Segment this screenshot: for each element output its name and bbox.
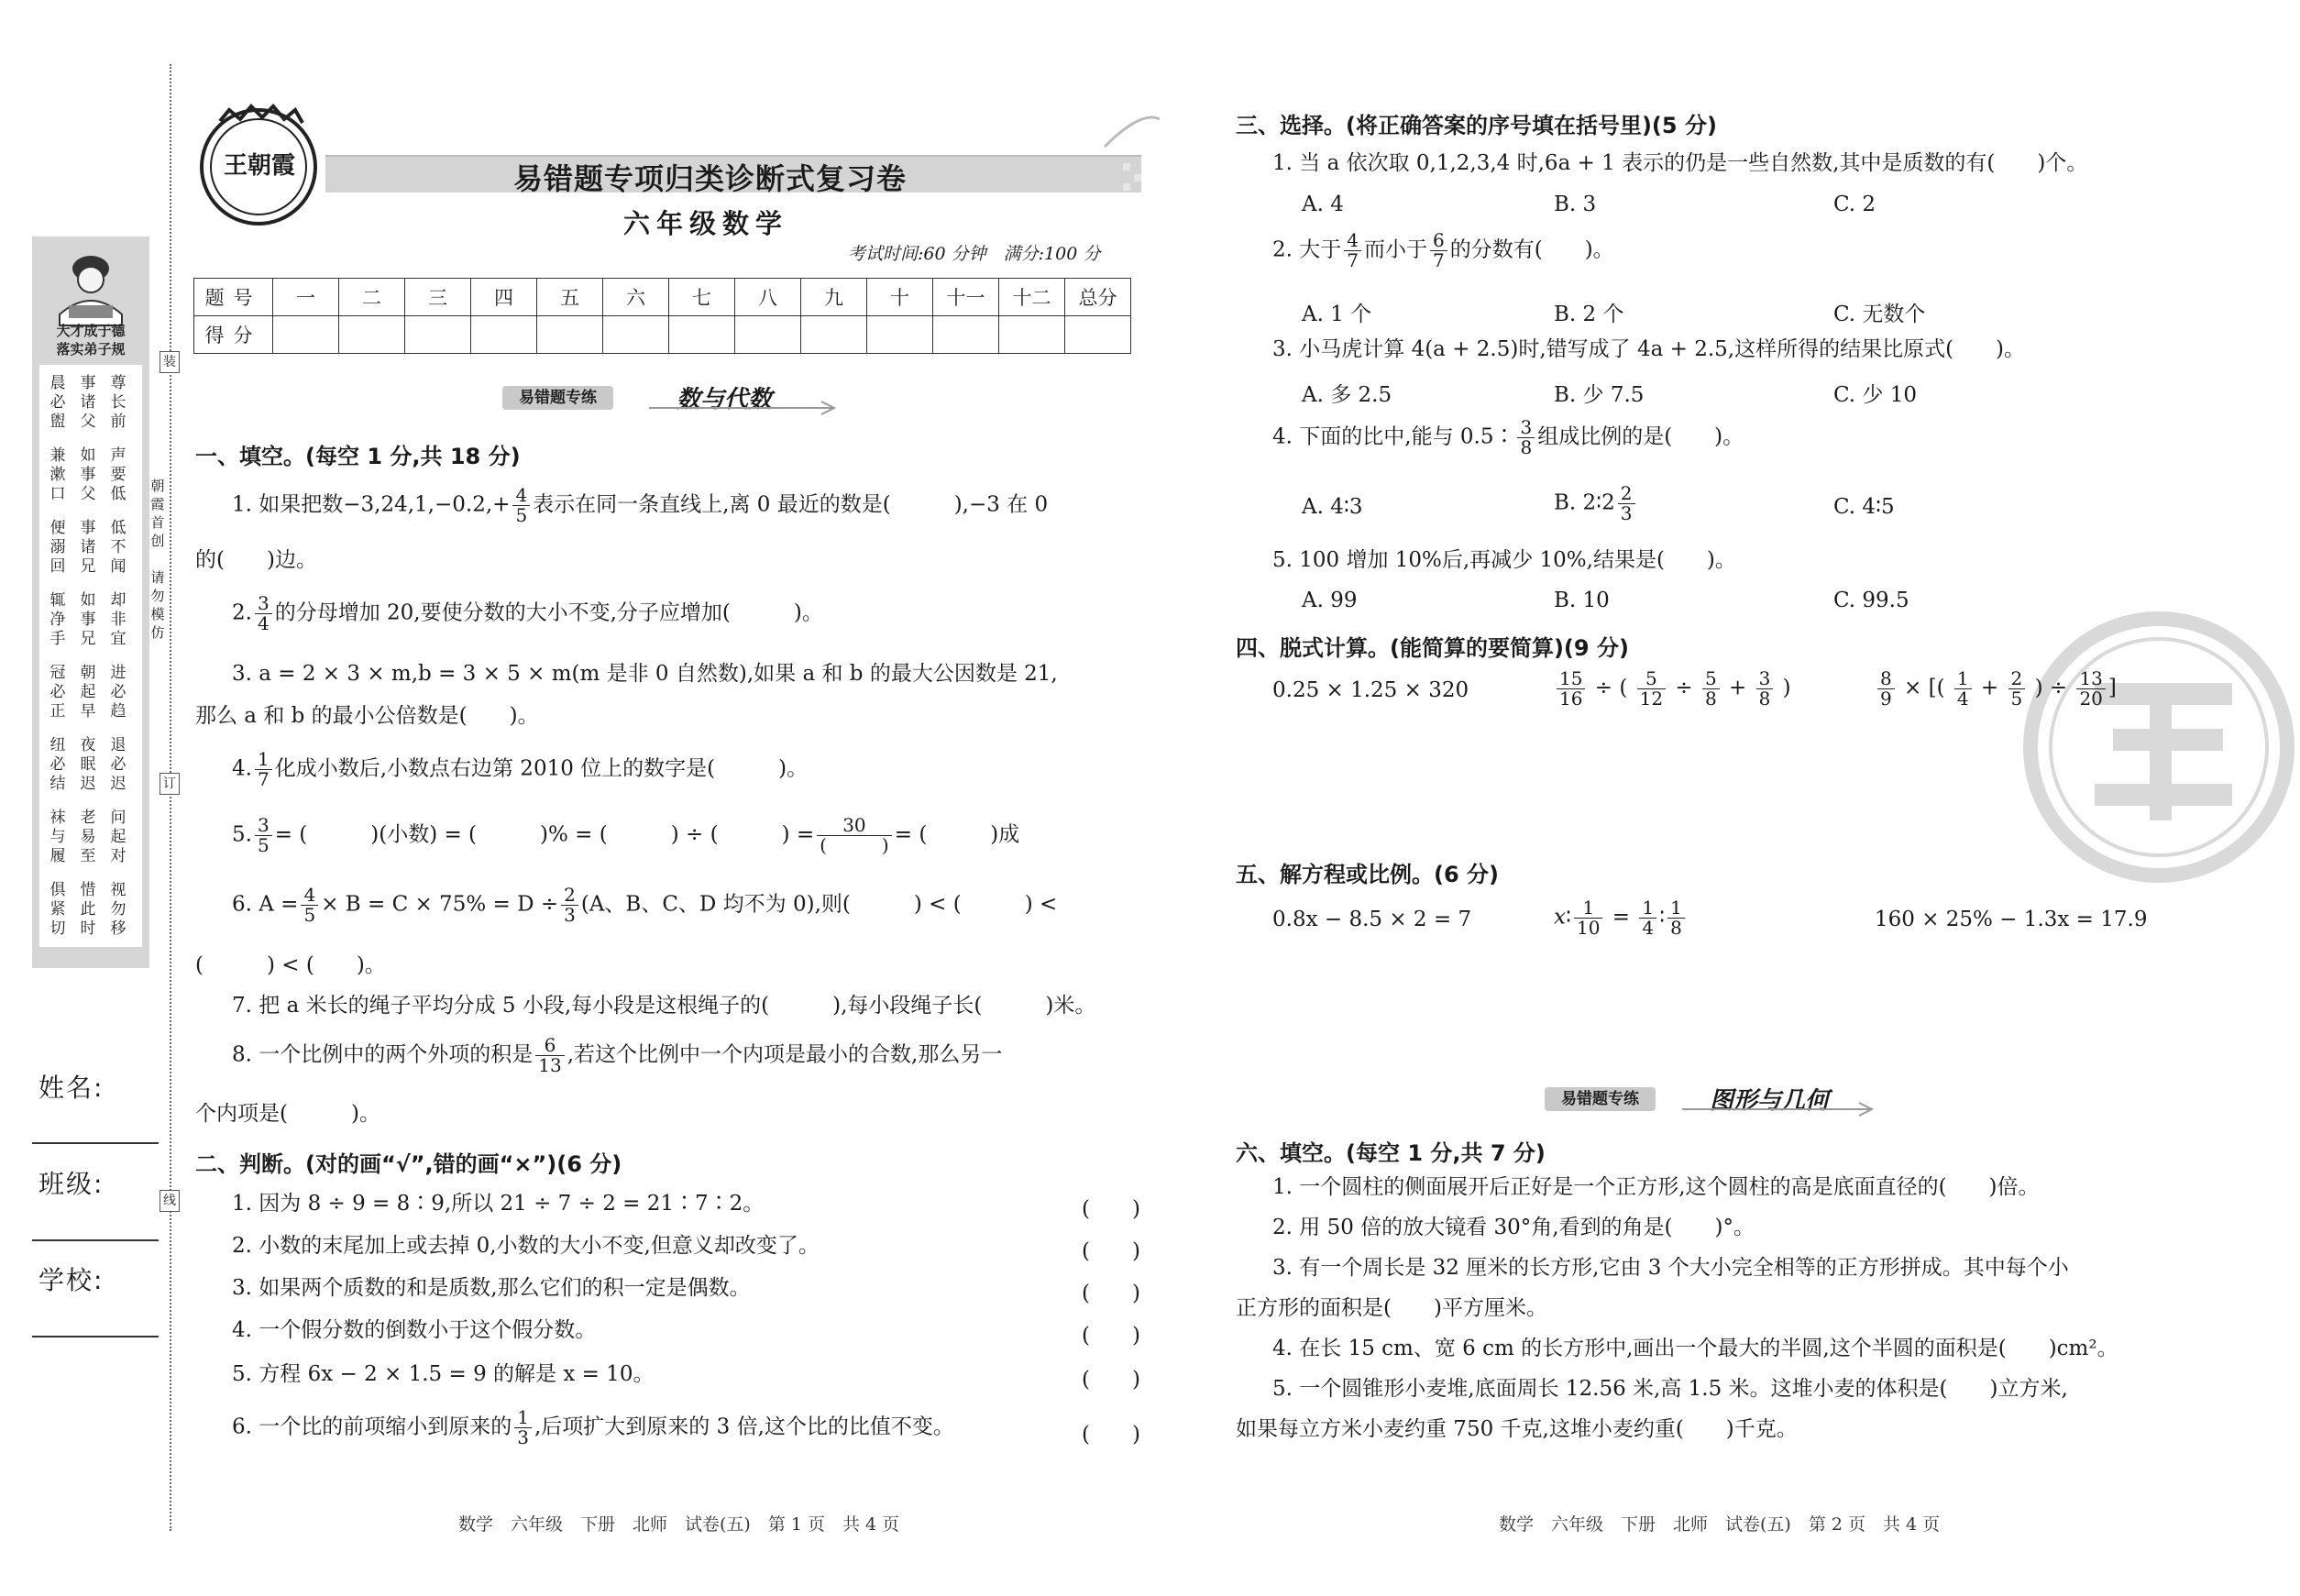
poem-column: 视勿移 (110, 881, 127, 938)
score-cell[interactable] (1065, 316, 1131, 354)
score-row-label: 题号 (194, 279, 273, 316)
question-2: 2. $\frac{3}{4}$ 的分母增加 20,要使分数的大小不变,分子应增加( )。 (232, 592, 823, 634)
geometry-5-cont: 如果每立方米小麦约重 750 千克,这堆小麦约重( )千克。 (1236, 1417, 1798, 1441)
choice-2-option-b[interactable]: B. 2 个 (1554, 303, 1624, 326)
score-cell[interactable] (735, 316, 801, 354)
fraction: $\frac{6}{13}$ (535, 1036, 564, 1075)
calc-1: 0.25 × 1.25 × 320 (1272, 678, 1469, 702)
score-col: 总分 (1065, 279, 1131, 316)
choice-3-option-c[interactable]: C. 少 10 (1833, 383, 1917, 407)
section-3-title: 三、选择。(将正确答案的序号填在括号里)(5 分) (1236, 113, 1717, 138)
fraction: $\frac{3}{8}$ (1517, 418, 1535, 457)
margin-note-1: 朝霞首创 (150, 478, 165, 549)
sidebar-caption-1: 大才成于德 (56, 323, 126, 339)
choice-1-option-b[interactable]: B. 3 (1554, 193, 1597, 216)
fraction: $\frac{1}{7}$ (255, 750, 272, 789)
fraction: $\frac{3}{5}$ (255, 816, 272, 855)
footer-right: 数学 六年级 下册 北师 试卷(五) 第 2 页 共 4 页 (1499, 1514, 1941, 1535)
q1-text-a: 1. 如果把数−3,24,1,−0.2,+ (232, 492, 511, 517)
score-col: 四 (471, 279, 537, 316)
choice-5-option-b[interactable]: B. 10 (1554, 589, 1610, 612)
choice-1-option-c[interactable]: C. 2 (1833, 193, 1876, 216)
scholar-figure (32, 241, 149, 333)
poem-column: 却非宜 (110, 591, 127, 648)
school-label: 学校: (39, 1265, 105, 1295)
tag-pill: 易错题专练 (1545, 1087, 1656, 1111)
poem-column: 声要低 (110, 446, 127, 503)
poem-column: 袜与履 (50, 809, 66, 865)
score-cell[interactable] (405, 316, 471, 354)
question-4: 4. $\frac{1}{7}$ 化成小数后,小数点右边第 2010 位上的数字是( )。 (232, 748, 809, 790)
geometry-5: 5. 一个圆锥形小麦堆,底面周长 12.56 米,高 1.5 米。这堆小麦的体积是( )立方米, (1272, 1377, 2068, 1401)
fraction: $\frac{6}{7}$ (1430, 231, 1447, 270)
seal-mark-zhuang: 装 (160, 351, 180, 373)
judge-2: 2. 小数的末尾加上或去掉 0,小数的大小不变,但意义却改变了。 (232, 1234, 820, 1258)
equation-2: x∶ $\frac{1}{10}$ = $\frac{1}{4}$ ∶ $\frac{1}{8}$ (1554, 898, 1688, 938)
poem-column: 如事兄 (80, 591, 96, 648)
calc-2: $\frac{15}{16}$ ÷ ( $\frac{5}{12}$ ÷ $\frac{5}{8}$ + $\frac{3}{8}$ ) (1554, 669, 1791, 709)
judge-6: 6. 一个比的前项缩小到原来的 $\frac{1}{3}$ ,后项扩大到原来的 3 倍,这个比的比值不变。 (232, 1406, 954, 1448)
fraction: $\frac{4}{7}$ (1344, 231, 1361, 270)
fraction: $\frac{3}{4}$ (255, 594, 272, 633)
choice-4-option-a[interactable]: A. 4∶3 (1302, 495, 1363, 519)
poem-column: 朝起早 (80, 664, 96, 721)
score-table (193, 278, 1131, 354)
judge-1: 1. 因为 8 ÷ 9 = 8∶9,所以 21 ÷ 7 ÷ 2 = 21∶7∶2。 (232, 1192, 765, 1216)
question-6-cont: ( ) < ( )。 (195, 953, 386, 977)
poem-column: 俱紧切 (50, 881, 66, 938)
score-cell[interactable] (273, 316, 339, 354)
sidebar-caption-2: 落实弟子规 (56, 341, 126, 358)
poem-column: 低不闻 (110, 519, 127, 576)
choice-5-option-a[interactable]: A. 99 (1302, 589, 1358, 612)
score-col: 五 (537, 279, 603, 316)
choice-5-option-c[interactable]: C. 99.5 (1833, 589, 1909, 612)
binding-line (170, 64, 171, 1531)
geometry-3-cont: 正方形的面积是( )平方厘米。 (1236, 1296, 1547, 1320)
score-cell[interactable] (537, 316, 603, 354)
judge-3: 3. 如果两个质数的和是质数,那么它们的积一定是偶数。 (232, 1276, 751, 1300)
name-label: 姓名: (39, 1073, 105, 1103)
score-cell[interactable] (339, 316, 405, 354)
sidebar-strip (32, 237, 149, 968)
question-3-cont: 那么 a 和 b 的最小公倍数是( )。 (195, 704, 539, 728)
poem-column: 夜眠迟 (80, 736, 96, 793)
poem-column: 兼漱口 (50, 446, 66, 503)
section-5-title: 五、解方程或比例。(6 分) (1236, 862, 1499, 887)
poem-column: 惜此时 (80, 881, 96, 938)
geometry-4: 4. 在长 15 cm、宽 6 cm 的长方形中,画出一个最大的半圆,这个半圆的面积是( )cm²。 (1272, 1337, 2118, 1360)
choice-4-option-b[interactable]: B. 2∶2 $\frac{2}{3}$ (1554, 484, 1638, 523)
fraction: $\frac{1}{3}$ (514, 1408, 532, 1447)
section-2-title: 二、判断。(对的画“√”,错的画“×”)(6 分) (195, 1151, 622, 1177)
geometry-2: 2. 用 50 倍的放大镜看 30°角,看到的角是( )°。 (1272, 1216, 1755, 1239)
equation-1: 0.8x − 8.5 × 2 = 7 (1272, 908, 1472, 931)
geometry-3: 3. 有一个周长是 32 厘米的长方形,它由 3 个大小完全相等的正方形拼成。其中每个小 (1272, 1256, 2069, 1280)
question-3: 3. a = 2 × 3 × m,b = 3 × 5 × m(m 是非 0 自然数),如果 a 和 b 的最大公因数是 21, (232, 662, 1058, 686)
name-line (32, 1142, 159, 1144)
calc-3: $\frac{8}{9}$ × [( $\frac{1}{4}$ + $\frac{2}{5}$ ) ÷ $\frac{13}{20}$ ] (1875, 669, 2117, 709)
margin-note-2: 请勿模仿 (150, 569, 165, 641)
section-4-title: 四、脱式计算。(能简算的要简算)(9 分) (1236, 635, 1629, 661)
arrow-icon (1682, 1100, 1884, 1118)
question-6: 6. A = $\frac{4}{5}$ × B = C × 75% = D ÷ $\frac{2}{3}$ (A、B、C、D 均不为 0),则( ) < ( ) < (232, 884, 1058, 926)
score-cell[interactable] (669, 316, 735, 354)
score-col: 七 (669, 279, 735, 316)
poem-column: 晨必盥 (50, 374, 66, 431)
score-cell[interactable] (933, 316, 999, 354)
poem-column: 进必趋 (110, 664, 127, 721)
score-col: 六 (603, 279, 669, 316)
fraction: $\frac{4}{5}$ (301, 886, 318, 925)
score-cell[interactable] (867, 316, 933, 354)
school-line (32, 1336, 159, 1337)
score-header-row (194, 279, 1131, 316)
fraction: $\frac{4}{5}$ (512, 486, 530, 525)
poem-column: 问起对 (110, 809, 127, 865)
equation-3: 160 × 25% − 1.3x = 17.9 (1875, 908, 2148, 931)
score-col: 一 (273, 279, 339, 316)
question-8-cont: 个内项是( )。 (195, 1102, 380, 1126)
question-1-cont: 的( )边。 (195, 548, 317, 572)
choice-4: 4. 下面的比中,能与 0.5∶ $\frac{3}{8}$ 组成比例的是( )。 (1272, 416, 1744, 458)
answer-paren[interactable]: ( ) (1082, 1368, 1140, 1392)
poem-column: 如事父 (80, 446, 96, 503)
score-cell[interactable] (603, 316, 669, 354)
question-8: 8. 一个比例中的两个外项的积是 $\frac{6}{13}$ ,若这个比例中一个内项是最小的合数,那么另一 (232, 1034, 1003, 1076)
answer-paren[interactable]: ( ) (1082, 1423, 1140, 1447)
geometry-1: 1. 一个圆柱的侧面展开后正好是一个正方形,这个圆柱的高是底面直径的( )倍。 (1272, 1175, 2040, 1199)
fraction: $\frac{2}{3}$ (561, 886, 578, 925)
score-col: 十 (867, 279, 933, 316)
choice-2-option-c[interactable]: C. 无数个 (1833, 303, 1926, 326)
fraction: $\frac{2}{3}$ (1618, 484, 1635, 523)
score-cell[interactable] (801, 316, 867, 354)
score-cell[interactable] (471, 316, 537, 354)
poem-column: 便溺回 (50, 519, 66, 576)
poem-column: 辄净手 (50, 591, 66, 648)
poem-column: 退必迟 (110, 736, 127, 793)
score-col: 九 (801, 279, 867, 316)
footer-left: 数学 六年级 下册 北师 试卷(五) 第 1 页 共 4 页 (458, 1514, 900, 1535)
score-col: 十一 (933, 279, 999, 316)
arrow-icon (649, 399, 842, 417)
tag-topic: 图形与几何 (1710, 1087, 1830, 1115)
sidebar-poem (39, 365, 142, 947)
section-1-title: 一、填空。(每空 1 分,共 18 分) (195, 444, 521, 469)
poem-column: 事诸兄 (80, 519, 96, 576)
q1-text-b: 表示在同一条直线上,离 0 最近的数是( ),−3 在 0 (533, 492, 1049, 517)
score-cell[interactable] (999, 316, 1065, 354)
answer-paren[interactable]: ( ) (1082, 1197, 1140, 1221)
score-col: 三 (405, 279, 471, 316)
choice-1: 1. 当 a 依次取 0,1,2,3,4 时,6a + 1 表示的仍是一些自然数,其中是质数的有( )个。 (1272, 151, 2088, 175)
poem-column: 老易至 (80, 809, 96, 865)
judge-5: 5. 方程 6x − 2 × 1.5 = 9 的解是 x = 10。 (232, 1362, 655, 1386)
tag-topic: 数与代数 (677, 386, 773, 413)
choice-3-option-b[interactable]: B. 少 7.5 (1554, 383, 1645, 407)
question-7: 7. 把 a 米长的绳子平均分成 5 小段,每小段是这根绳子的( ),每小段绳子长( )米。 (232, 994, 1096, 1018)
exam-title: 易错题专项归类诊断式复习卷 (513, 161, 908, 196)
class-line (32, 1239, 159, 1241)
score-col: 八 (735, 279, 801, 316)
poem-column: 事诸父 (80, 374, 96, 431)
answer-paren[interactable]: ( ) (1082, 1239, 1140, 1263)
choice-2-option-a[interactable]: A. 1 个 (1302, 303, 1372, 326)
fraction: 30 ( ) (817, 816, 892, 855)
exam-subtitle: 六年级数学 (623, 208, 789, 239)
answer-paren[interactable]: ( ) (1082, 1282, 1140, 1305)
poem-column: 冠必正 (50, 664, 66, 721)
topic-tag-geometry (1545, 1082, 1893, 1118)
question-5: 5. $\frac{3}{5}$ = ( )(小数) = ( )% = ( ) ÷ ( ) = 30 ( ) = ( )成 (232, 814, 1020, 856)
secret-watermark (2021, 610, 2296, 885)
section-6-title: 六、填空。(每空 1 分,共 7 分) (1236, 1140, 1546, 1166)
poem-column: 尊长前 (110, 374, 127, 431)
choice-2: 2. 大于 $\frac{4}{7}$ 而小于 $\frac{6}{7}$ 的分数有( )。 (1272, 229, 1614, 271)
topic-tag-number-algebra (502, 380, 851, 417)
score-col: 二 (339, 279, 405, 316)
score-row-label: 得分 (194, 316, 273, 354)
choice-3: 3. 小马虎计算 4(a + 2.5)时,错写成了 4a + 2.5,这样所得的结果比原式( )。 (1272, 337, 2026, 361)
tag-pill: 易错题专练 (502, 386, 613, 410)
choice-3-option-a[interactable]: A. 多 2.5 (1302, 383, 1392, 407)
logo-text: 王朝霞 (223, 152, 295, 180)
seal-mark-xian: 线 (160, 1190, 180, 1212)
choice-5: 5. 100 增加 10%后,再减少 10%,结果是( )。 (1272, 548, 1736, 572)
poem-column: 纽必结 (50, 736, 66, 793)
question-1 (232, 486, 1048, 525)
seal-mark-ding: 订 (160, 773, 180, 795)
exam-info: 考试时间:60 分钟 满分:100 分 (848, 244, 1101, 264)
choice-4-option-c[interactable]: C. 4∶5 (1833, 495, 1895, 519)
answer-paren[interactable]: ( ) (1082, 1324, 1140, 1348)
score-col: 十二 (999, 279, 1065, 316)
judge-4: 4. 一个假分数的倒数小于这个假分数。 (232, 1318, 597, 1342)
choice-1-option-a[interactable]: A. 4 (1302, 193, 1344, 216)
score-value-row (194, 316, 1131, 354)
class-label: 班级: (39, 1169, 105, 1199)
